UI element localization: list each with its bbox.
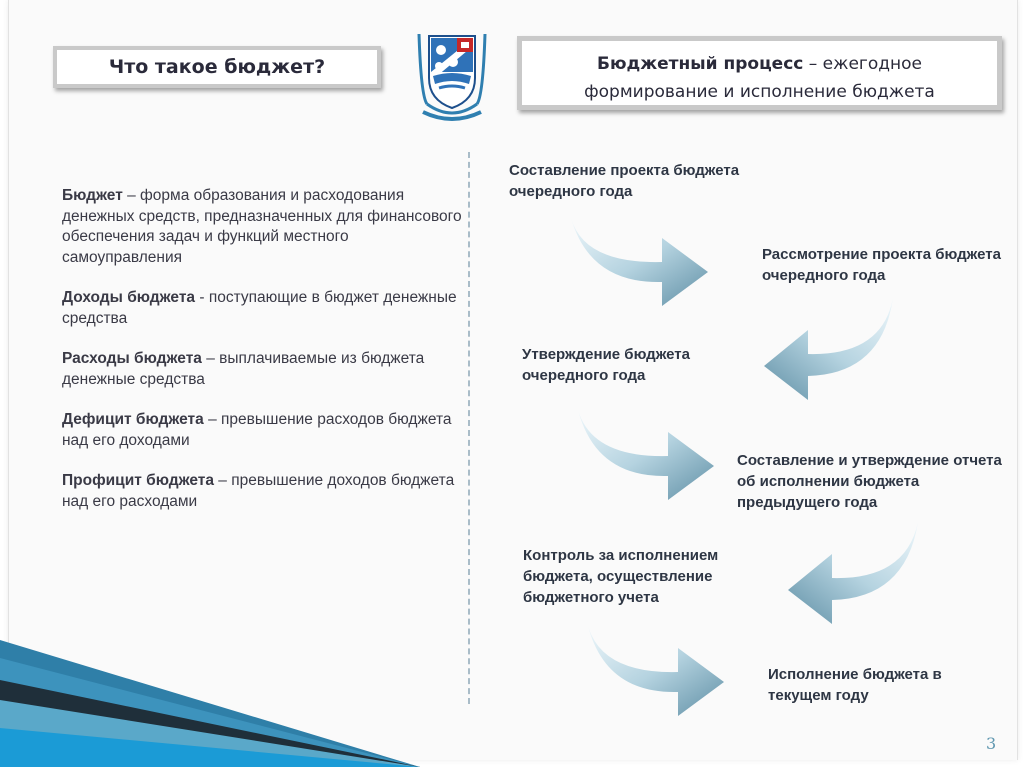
question-title-box — [53, 46, 381, 88]
budget-process-definition — [517, 36, 1002, 110]
decorative-corner-band — [0, 640, 420, 767]
glossary-item — [62, 186, 462, 268]
glossary-text: - поступающие в бюджет денежные средства — [62, 289, 457, 327]
glossary-term: Доходы бюджета — [62, 289, 196, 306]
glossary-item — [62, 349, 462, 390]
definition-dash: – — [803, 54, 823, 74]
glossary-item — [62, 471, 462, 512]
glossary-item — [62, 288, 462, 329]
question-title: Что такое бюджет? — [108, 56, 326, 78]
city-coat-of-arms-icon — [409, 26, 495, 122]
page-number: 3 — [986, 734, 997, 753]
glossary-text: – превышение расходов бюджета над его доходами — [62, 411, 452, 449]
glossary-text: – форма образования и расходования денежных средств, предназначенных для финансового обеспечения задач и функций местного самоуправления — [62, 187, 462, 266]
process-step-1: Составление проекта бюджета очередного года — [509, 162, 740, 200]
process-step-2: Рассмотрение проекта бюджета очередного года — [762, 246, 1001, 284]
glossary-term: Бюджет — [62, 187, 123, 204]
glossary-text: – превышение доходов бюджета над его расходами — [62, 472, 455, 510]
process-step-3: Утверждение бюджета очередного года — [522, 346, 690, 384]
glossary — [62, 186, 462, 532]
column-divider — [468, 152, 470, 704]
process-step-6: Исполнение бюджета в текущем году — [768, 666, 942, 704]
process-step-5: Контроль за исполнением бюджета, осуществление бюджетного учета — [523, 547, 719, 606]
glossary-term: Расходы бюджета — [62, 350, 202, 367]
definition-term: Бюджетный процесс — [597, 54, 804, 74]
process-step-4: Составление и утверждение отчета об исполнении бюджета предыдущего года — [737, 452, 1002, 511]
definition-line1: ежегодное — [822, 54, 922, 74]
definition-line2: формирование и исполнение бюджета — [584, 82, 935, 102]
glossary-text: – выплачиваемые из бюджета денежные средства — [62, 350, 425, 388]
glossary-term: Дефицит бюджета — [62, 411, 204, 428]
glossary-term: Профицит бюджета — [62, 472, 214, 489]
glossary-item — [62, 410, 462, 451]
